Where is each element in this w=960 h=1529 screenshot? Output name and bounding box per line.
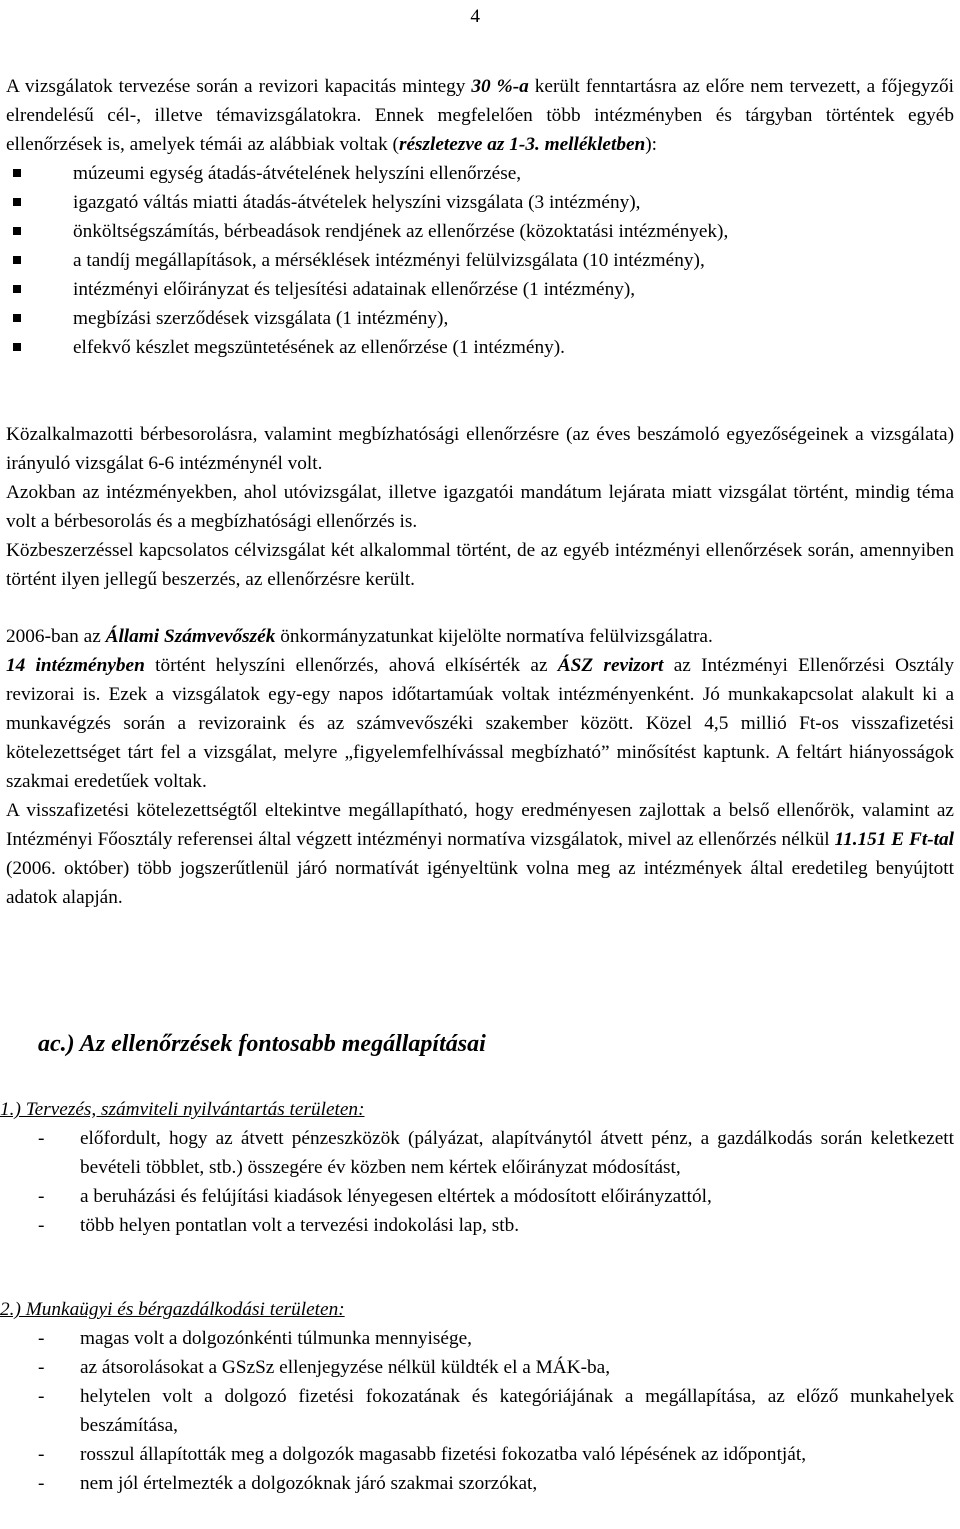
bullet-text: önköltségszámítás, bérbeadások rendjének az ellenőrzése (közoktatási intézmények), [73, 221, 729, 242]
square-bullet-icon [13, 169, 21, 177]
planning-section-title: 1.) Tervezés, számviteli nyilvántartás területen: [0, 1099, 365, 1120]
detail-reference: részletezve az 1-3. mellékletben [398, 134, 646, 155]
dash-bullet: - [38, 1357, 45, 1378]
bullet-item [6, 188, 954, 217]
bullet-text: megbízási szerződések vizsgálata (1 intézmény), [73, 308, 449, 329]
text-span: (2006. október) több jogszerűtlenül járó normatívát igényeltünk volna meg az intézmények által eredetileg benyújtott adatok alapján. [6, 858, 954, 908]
finding-text: előfordult, hogy az átvett pénzeszközök (pályázat, alapítványtól átvett pénz, a gazdálkodás során keletkezett bevételi többlet, stb.) összegére év közben nem kértek előirányzat módosítást, [80, 1128, 954, 1178]
labour-section-title: 2.) Munkaügyi és bérgazdálkodási területen: [0, 1299, 345, 1320]
audit-office-paragraph-2 [6, 796, 954, 912]
dash-bullet: - [38, 1128, 45, 1149]
intro-paragraph [6, 72, 954, 159]
planning-findings-list [0, 1124, 954, 1240]
intro-block [6, 72, 954, 362]
payroll-inspection-paragraph: Közalkalmazotti bérbesorolásra, valamint megbízhatósági ellenőrzésre (az éves beszámoló egyezőségeinek a vizsgálata) irányuló vizsgálat 6-6 intézménynél volt. [6, 424, 954, 474]
planning-section [0, 1095, 954, 1240]
bullet-item [6, 159, 954, 188]
audit-office-paragraph-1 [6, 622, 954, 796]
finding-text: a beruházási és felújítási kiadások lényegesen eltértek a módosított előirányzattól, [80, 1186, 712, 1207]
finding-text: helytelen volt a dolgozó fizetési fokozatának és kategóriájának a megállapítása, az előző munkahelyek beszámítása, [80, 1386, 954, 1436]
bullet-text: igazgató váltás miatti átadás-átvételek helyszíni vizsgálata (3 intézmény), [73, 192, 641, 213]
text-span: az Intézményi Ellenőrzési Osztály revizorai is. Ezek a vizsgálatok egy-egy napos időtartamúak voltak intézményenként. Jó munkakapcsolat alakult ki a munkavégzés során a revizoraink és az számvevőszéki szakember között. Közel 4,5 millió Ft-os visszafizetési kötelezettséget tárt fel a vizsgálat, melyre „figyelemfelhívással megbízható” minősítést kaptunk. A feltárt hiányosságok szakmai eredetűek voltak. [6, 655, 955, 792]
text-span: történt helyszíni ellenőrzés, ahová elkísérték az [144, 655, 558, 676]
dash-bullet: - [38, 1186, 45, 1207]
intro-text-3: ): [645, 134, 658, 155]
square-bullet-icon [13, 227, 21, 235]
list-item [0, 1353, 954, 1382]
dash-bullet: - [38, 1215, 45, 1236]
labour-section [0, 1295, 954, 1498]
text-span: önkormányzatunkat kijelölte normatíva felülvizsgálatra. [275, 626, 713, 647]
square-bullet-icon [13, 314, 21, 322]
list-item [0, 1324, 954, 1353]
state-audit-office-name: Állami Számvevőszék [105, 626, 276, 647]
finding-text: több helyen pontatlan volt a tervezési indokolási lap, stb. [80, 1215, 520, 1236]
bullet-item [6, 333, 954, 362]
dash-bullet: - [38, 1444, 45, 1465]
institution-count: 14 intézményben [6, 655, 145, 676]
page-number: 4 [470, 6, 480, 27]
bullet-text: intézményi előirányzat és teljesítési adatainak ellenőrzése (1 intézmény), [73, 279, 636, 300]
square-bullet-icon [13, 343, 21, 351]
square-bullet-icon [13, 198, 21, 206]
bullet-item [6, 275, 954, 304]
list-item [0, 1469, 954, 1498]
intro-text-1: A vizsgálatok tervezése során a revizori kapacitás mintegy [6, 76, 472, 97]
text-span: A visszafizetési kötelezettségtől eltekintve megállapítható, hogy eredményesen zajlottak a belső ellenőrök, valamint az Intézményi Főosztály referensei által végzett intézményi normatíva vizsgálatok, mivel az ellenőrzés nélkül [6, 800, 954, 850]
bullet-item [6, 246, 954, 275]
square-bullet-icon [13, 285, 21, 293]
bullet-text: a tandíj megállapítások, a mérséklések intézményi felülvizsgálata (10 intézmény), [73, 250, 705, 271]
audit-office-block [6, 622, 954, 912]
intro-text-2: került fenntartásra az előre nem tervezett, a főjegyzői elrendelésű cél-, illetve témavizsgálatokra. Ennek megfelelően több intézményben és tárgyban történtek egyéb ellenőrzések is, amelyek témái az alábbiak voltak ( [6, 76, 954, 155]
list-item [0, 1124, 954, 1182]
finding-text: magas volt a dolgozónkénti túlmunka mennyisége, [80, 1328, 472, 1349]
bullet-text: elfekvő készlet megszüntetésének az ellenőrzése (1 intézmény). [73, 337, 565, 358]
square-bullet-icon [13, 256, 21, 264]
list-item [0, 1211, 954, 1240]
saved-amount: 11.151 E Ft-tal [834, 829, 954, 850]
bullet-item [6, 304, 954, 333]
finding-text: nem jól értelmezték a dolgozóknak járó szakmai szorzókat, [80, 1473, 538, 1494]
list-item [0, 1440, 954, 1469]
labour-findings-list [0, 1324, 954, 1498]
dash-bullet: - [38, 1473, 45, 1494]
inspection-summary-block [6, 420, 954, 594]
followup-inspection-paragraph: Azokban az intézményekben, ahol utóvizsgálat, illetve igazgatói mandátum lejárata miatt vizsgálat történt, mindig téma volt a bérbesorolás és a megbízhatósági ellenőrzés is. [6, 482, 954, 532]
bullet-list [6, 159, 954, 362]
capacity-value: 30 %-a [471, 76, 529, 97]
finding-text: rosszul állapították meg a dolgozók magasabb fizetési fokozatba való lépésének az időpontját, [80, 1444, 807, 1465]
finding-text: az átsorolásokat a GSzSz ellenjegyzése nélkül küldték el a MÁK-ba, [80, 1357, 611, 1378]
section-heading: ac.) Az ellenőrzések fontosabb megállapításai [38, 1031, 486, 1057]
list-item [0, 1182, 954, 1211]
list-item [0, 1382, 954, 1440]
bullet-text: múzeumi egység átadás-átvételének helyszíni ellenőrzése, [73, 163, 522, 184]
bullet-item [6, 217, 954, 246]
procurement-inspection-paragraph: Közbeszerzéssel kapcsolatos célvizsgálat két alkalommal történt, de az egyéb intézményi ellenőrzések során, amennyiben történt ilyen jellegű beszerzés, az ellenőrzésre került. [6, 540, 954, 590]
dash-bullet: - [38, 1386, 45, 1407]
text-span: 2006-ban az [6, 626, 106, 647]
dash-bullet: - [38, 1328, 45, 1349]
asz-auditor: ÁSZ revizort [557, 655, 664, 676]
